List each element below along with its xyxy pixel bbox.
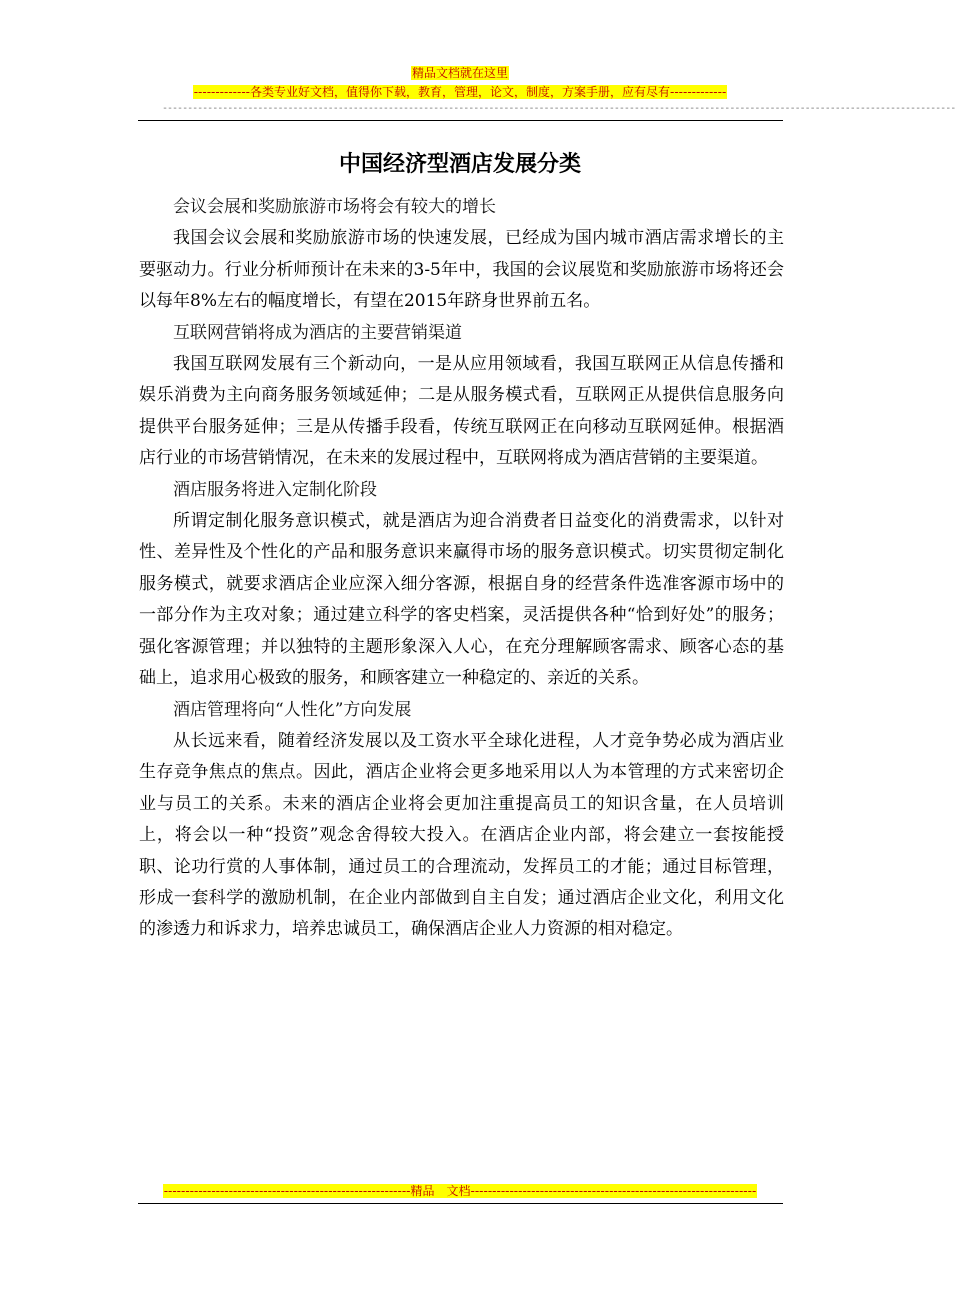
footer-banner-text: ---------------------------------------------------------精品 文档------------------------------------------------------------------ [163, 1184, 757, 1198]
header-tagline [0, 85, 920, 100]
footer-rule [138, 1203, 783, 1204]
page-title: 中国经济型酒店发展分类 [338, 152, 581, 177]
header-dash-line: -------------------------------------------------------------------------------------------------------------------------------------------------------------- [162, 103, 955, 114]
document-body [139, 192, 784, 946]
header-banner-text: 精品文档就在这里 [411, 66, 508, 80]
paragraph: 从长远来看，随着经济发展以及工资水平全球化进程，人才竞争势必成为酒店业生存竞争焦点的焦点。因此，酒店企业将会更多地采用以人为本管理的方式来密切企业与员工的关系。未来的酒店企业将会更加注重提高员工的知识含量，在人员培训上，将会以一种“投资”观念舍得较大投入。在酒店企业内部，将会建立一套按能授职、论功行赏的人事体制，通过员工的合理流动，发挥员工的才能；通过目标管理，形成一套科学的激励机制，在企业内部做到自主自发；通过酒店企业文化，利用文化的渗透力和诉求力，培养忠诚员工，确保酒店企业人力资源的相对稳定。 [139, 730, 784, 940]
header-rule [138, 120, 783, 121]
section-heading: 酒店管理将向“人性化”方向发展 [173, 699, 412, 720]
paragraph: 所谓定制化服务意识模式，就是酒店为迎合消费者日益变化的消费需求，以针对性、差异性及个性化的产品和服务意识来赢得市场的服务意识模式。切实贯彻定制化服务模式，就要求酒店企业应深入细分客源，根据自身的经营条件选准客源市场中的一部分作为主攻对象；通过建立科学的客史档案，灵活提供各种“恰到好处”的服务；强化客源管理；并以独特的主题形象深入人心，在充分理解顾客需求、顾客心态的基础上，追求用心极致的服务，和顾客建立一种稳定的、亲近的关系。 [139, 511, 784, 689]
paragraph: 我国会议会展和奖励旅游市场的快速发展，已经成为国内城市酒店需求增长的主要驱动力。行业分析师预计在未来的3-5年中，我国的会议展览和奖励旅游市场将还会以每年8%左右的幅度增长，有望在2015年跻身世界前五名。 [139, 228, 784, 312]
section-heading: 互联网营销将成为酒店的主要营销渠道 [173, 322, 462, 343]
paragraph: 我国互联网发展有三个新动向，一是从应用领域看，我国互联网正从信息传播和娱乐消费为主向商务服务领域延伸；二是从服务模式看，互联网正从提供信息服务向提供平台服务延伸；三是从传播手段看，传统互联网正在向移动互联网延伸。根据酒店行业的市场营销情况，在未来的发展过程中，互联网将成为酒店营销的主要渠道。 [139, 354, 784, 469]
header-tagline-text: -------------各类专业好文档，值得你下载，教育，管理，论文，制度，方案手册，应有尽有------------- [193, 85, 727, 99]
header-banner [0, 66, 920, 80]
section-heading: 会议会展和奖励旅游市场将会有较大的增长 [173, 197, 496, 217]
footer-banner [0, 1184, 920, 1199]
section-heading: 酒店服务将进入定制化阶段 [173, 479, 377, 500]
